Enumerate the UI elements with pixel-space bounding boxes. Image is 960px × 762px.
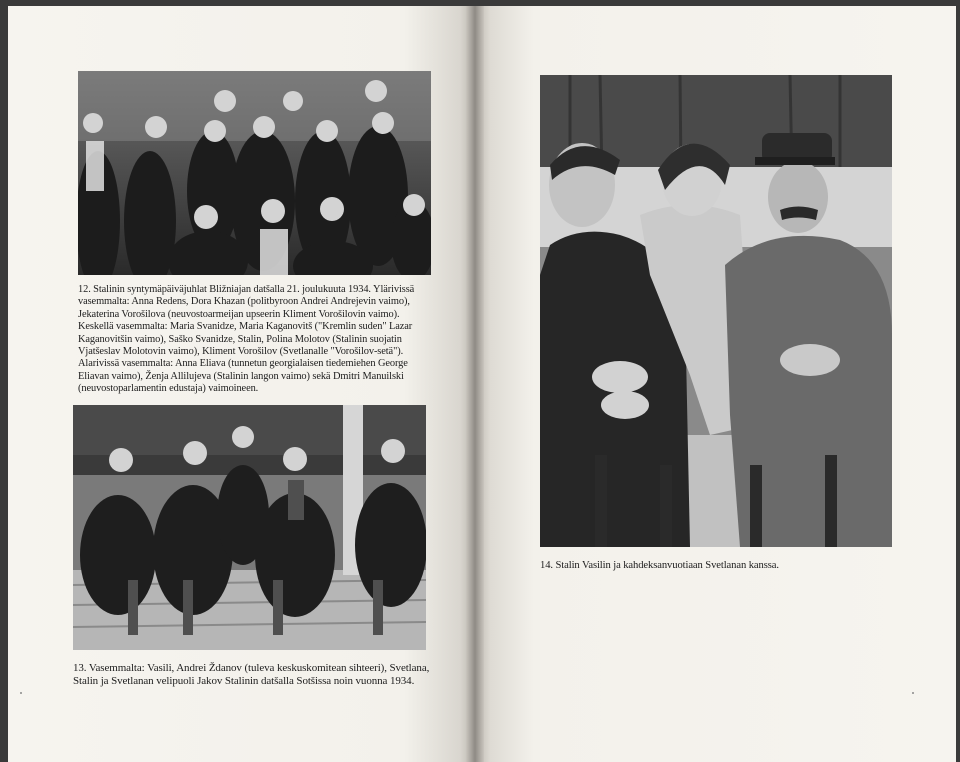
photo-13-dacha-group — [73, 405, 426, 650]
caption-12-line: Alarivissä vasemmalta: Anna Eliava (tunnetun georgialaisen tiedemiehen George — [78, 358, 408, 370]
caption-14-line: 14. Stalin Vasilin ja kahdeksanvuotiaan Svetlanan kanssa. — [540, 560, 779, 571]
caption-14 — [540, 560, 880, 572]
caption-12-line: vasemmalta: Anna Redens, Dora Khazan (politbyroon Andrei Andrejevin vaimo), — [78, 296, 410, 308]
caption-13 — [73, 662, 433, 689]
photo-12-birthday-group — [78, 71, 431, 275]
page-speck — [912, 692, 914, 694]
caption-12-line: Vjatšeslav Molotovin vaimo), Kliment Vorošilov (Svetlanalle "Vorošilov-setä"). — [78, 346, 404, 358]
caption-12-line: Kaganovitšin vaimo), Saško Svanidze, Stalin, Polina Molotov (Stalinin suojatin — [78, 333, 402, 345]
caption-12-line: Keskellä vasemmalta: Maria Svanidze, Maria Kaganovitš ("Kremlin suden" Lazar — [78, 321, 413, 333]
caption-13-line: 13. Vasemmalta: Vasili, Andrei Ždanov (tuleva keskuskomitean sihteeri), Svetlana, — [73, 662, 430, 674]
caption-13-line: Stalin ja Svetlanan velipuoli Jakov Stalinin datšalla Sotšissa noin vuonna 1934. — [73, 675, 415, 688]
photo-14-stalin-vasili-svetlana — [540, 75, 892, 547]
caption-12-line: Eliavan vaimo), Ženja Allilujeva (Stalinin langon vaimo) sekä Dmitri Manuilski — [78, 370, 404, 382]
caption-12-line: 12. Stalinin syntymäpäiväjuhlat Bližniajan datšalla 21. joulukuuta 1934. Ylärivissä — [78, 284, 415, 295]
page-speck — [20, 692, 22, 694]
caption-12-line: (neuvostoparlamentin edustaja) vaimoineen. — [78, 383, 259, 395]
caption-12 — [78, 284, 438, 396]
caption-12-line: Jekaterina Vorošilova (neuvostoarmeijan upseerin Kliment Vorošilovin vaimo). — [78, 308, 400, 320]
book-gutter — [466, 6, 484, 762]
